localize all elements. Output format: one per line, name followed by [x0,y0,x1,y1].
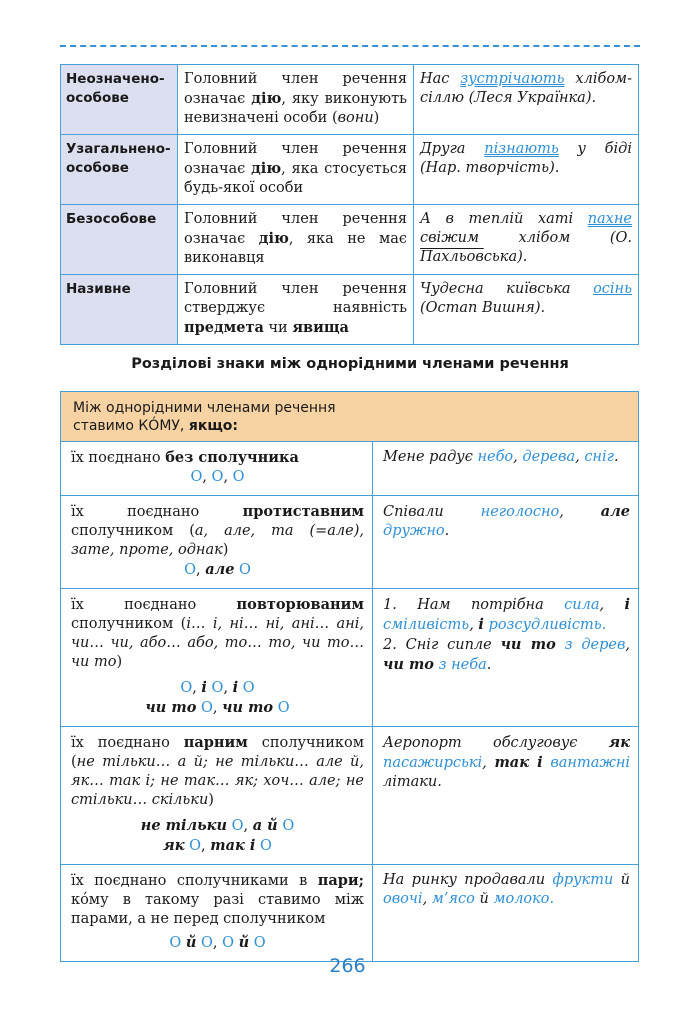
table-row [61,135,639,205]
rule-example: 1. Нам потрібна сила, і сміливість, і розсудливість. 2. Сніг сипле чи то з дерев, чи то з неба. [373,589,639,727]
top-dashed-rule [60,45,640,47]
rule-condition [61,589,373,727]
page-number: 266 [329,955,366,977]
rules-header: Між однорідними членами речення ставимо КÓМУ, якщо: [61,392,639,442]
table-row [61,275,639,345]
sentence-definition: Головний член речення означає дію, яка стосується будь-якої особи [178,135,414,205]
rule-example: Аеропорт обслуговує як пасажирські, так і вантажні літаки. [373,727,639,865]
rule-condition [61,727,373,865]
sentence-type: Безособове [61,205,178,275]
rule-example: Співали неголосно, але дружно. [373,496,639,589]
sentence-example: А в теплій хаті пахне свіжим хлібом (О. Пахльовська). [414,205,639,275]
sentence-type: Узагальнено-особове [61,135,178,205]
rule-scheme: О й О, О й О [169,934,266,951]
rule-condition-text: їх поєднано сполучниками в пари; кóму в такому разі ставимо між парами, а не перед сполучником [71,872,364,927]
sentence-example: Чудесна київська осінь (Остап Вишня). [414,275,639,345]
rule-condition-text: їх поєднано повторюваним сполучником (і… і, ні… ні, ані… ані, чи… чи, або… або, то… то, чи то… чи то) [71,596,364,670]
rule-scheme: О, але О [184,561,251,578]
sentence-type: Називне [61,275,178,345]
rule-condition [61,442,373,496]
table-row [61,65,639,135]
rule-example: Мене радує небо, дерева, сніг. [373,442,639,496]
sentence-type: Неозначено-особове [61,65,178,135]
table-row [61,865,639,962]
rule-scheme: О, О, О [190,469,245,485]
rule-condition [61,865,373,962]
table-row [61,589,639,727]
table-row [61,496,639,589]
rule-condition-text: їх поєднано парним сполучником (не тільки… а й; не тільки… але й, як… так і; не так… як; хоч… але; не стільки… скільки) [71,734,364,808]
sentence-definition: Головний член речення означає дію, яка не має виконавця [178,205,414,275]
table-row [61,442,639,496]
table-header-row [61,392,639,442]
sentence-types-table [60,64,639,345]
punctuation-rules-table [60,391,639,962]
rule-scheme: О, і О, і О чи то О, чи то О [145,679,290,716]
rule-scheme: не тільки О, а й О як О, так і О [140,817,295,854]
table-row [61,205,639,275]
rule-example: На ринку продавали фрукти й овочі, м’ясо й молоко. [373,865,639,962]
table-row [61,727,639,865]
sentence-definition: Головний член речення стверджує наявність предмета чи явища [178,275,414,345]
sentence-example: Нас зустрічають хлібом-сіллю (Леся Українка). [414,65,639,135]
sentence-example: Друга пізнають у біді (Нар. творчість). [414,135,639,205]
rule-condition [61,496,373,589]
section-title: Розділові знаки між однорідними членами речення [131,356,569,372]
sentence-definition: Головний член речення означає дію, яку виконують невизначені особи (вони) [178,65,414,135]
rule-condition-text: їх поєднано протиставним сполучником (а, але, та (=але), зате, проте, однак) [71,503,365,558]
rule-condition-text: їх поєднано без сполучника [71,449,299,466]
